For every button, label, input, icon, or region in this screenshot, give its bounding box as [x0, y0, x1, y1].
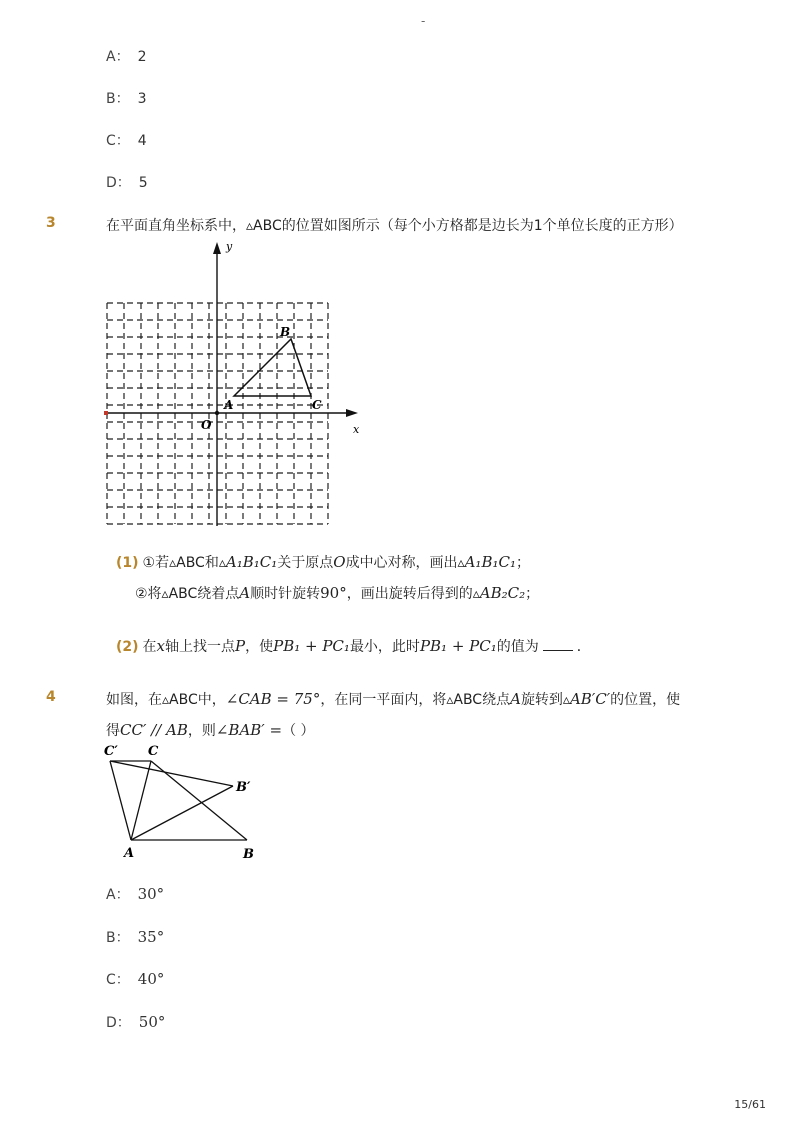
answer-blank[interactable] — [543, 638, 573, 651]
y-axis-label: y — [226, 240, 233, 253]
rotation-figure — [100, 742, 270, 864]
red-marker — [104, 411, 108, 415]
text: ，则 — [187, 723, 216, 739]
text: ②将▵ABC绕着点 — [135, 586, 240, 602]
text: 最小，此时 — [349, 639, 420, 655]
question-3-part-2 — [116, 636, 591, 656]
text: 旋转到▵ — [520, 692, 570, 708]
origin-label: O — [201, 418, 212, 432]
question-4-line-1 — [106, 689, 766, 709]
option-value: 5 — [138, 175, 148, 191]
question-3-part-1-line-1 — [116, 552, 530, 572]
text: ； — [515, 555, 530, 571]
math-pb1-pc1: PB₁ + PC₁ — [419, 637, 497, 655]
page-number: 15/61 — [734, 1098, 766, 1111]
math-o: O — [333, 553, 346, 571]
point-c-label: C — [148, 744, 159, 759]
text: ； — [525, 586, 540, 602]
text: 如图，在▵ABC中， — [106, 692, 226, 708]
text: ． — [576, 639, 591, 655]
point-a-label: A — [224, 398, 234, 412]
math-pb1-pc1: PB₁ + PC₁ — [273, 637, 350, 655]
point-c-label: C — [312, 398, 322, 412]
math-ab2c2: AB₂C₂ — [479, 584, 526, 602]
question-number-4: 4 — [46, 689, 56, 705]
top-mark: - — [421, 14, 426, 28]
x-axis-label: x — [353, 423, 360, 436]
math-a: A — [239, 584, 251, 602]
q4-option-d[interactable] — [106, 1012, 165, 1032]
option-value: 35° — [137, 928, 165, 946]
part-label: (2) — [116, 639, 139, 655]
math-ab-prime-c-prime: AB′C′ — [569, 690, 611, 708]
option-label: C： — [106, 133, 130, 149]
text: ①若▵ABC和▵ — [142, 555, 226, 571]
text: 轴上找一点 — [165, 639, 236, 655]
math-angle-bab: ∠BAB′ = — [215, 721, 283, 739]
math-x: x — [156, 637, 166, 655]
option-label: B： — [106, 930, 130, 946]
y-axis-arrow-icon — [213, 242, 221, 254]
coordinate-grid-figure — [100, 238, 365, 530]
point-a-label: A — [124, 846, 135, 861]
math-p: P — [235, 637, 246, 655]
math-a1b1c1: A₁B₁C₁ — [464, 553, 516, 571]
q2-option-b[interactable] — [106, 88, 147, 108]
question-number-3: 3 — [46, 215, 56, 231]
text: ，在同一平面内，将▵ABC绕点 — [320, 692, 511, 708]
text: 成中心对称，画出▵ — [345, 555, 465, 571]
option-value: 3 — [137, 91, 147, 107]
math-a1b1c1: A₁B₁C₁ — [225, 553, 278, 571]
text: 顺时针旋转 — [250, 586, 321, 602]
math-angle-cab: ∠CAB = 75° — [225, 690, 321, 708]
option-label: D： — [106, 1015, 131, 1031]
point-c-prime-label: C′ — [104, 744, 118, 759]
point-b-prime-label: B′ — [236, 780, 251, 795]
x-axis-arrow-icon — [346, 409, 358, 417]
text: ，画出旋转后得到的▵ — [346, 586, 480, 602]
option-value: 50° — [138, 1013, 166, 1031]
text: 得 — [106, 723, 120, 739]
question-4-line-2 — [106, 720, 766, 740]
text: 在 — [142, 639, 157, 655]
point-b-label: B — [280, 325, 291, 339]
option-label: A： — [106, 887, 130, 903]
option-label: A： — [106, 49, 130, 65]
option-label: B： — [106, 91, 130, 107]
figure-lines — [110, 761, 247, 840]
text: ，使 — [245, 639, 274, 655]
option-label: C： — [106, 972, 130, 988]
text: （ ） — [282, 723, 315, 739]
text: 的值为 — [496, 639, 539, 655]
origin-point — [215, 411, 219, 415]
question-3-part-1-line-2 — [135, 583, 539, 603]
text: 关于原点 — [277, 555, 334, 571]
q2-option-a[interactable] — [106, 46, 147, 66]
math-a: A — [510, 690, 521, 708]
option-value: 2 — [137, 49, 147, 65]
q4-option-a[interactable] — [106, 884, 164, 904]
option-value: 4 — [137, 133, 147, 149]
question-3-text: 在平面直角坐标系中，▵ABC的位置如图所示（每个小方格都是边长为1个单位长度的正方形） — [106, 218, 683, 234]
part-label: (1) — [116, 555, 139, 571]
text: 的位置，使 — [610, 692, 681, 708]
q2-option-c[interactable] — [106, 130, 147, 150]
option-value: 30° — [137, 885, 165, 903]
option-label: D： — [106, 175, 131, 191]
q4-option-c[interactable] — [106, 969, 164, 989]
option-value: 40° — [137, 970, 165, 988]
math-parallel: CC′ // AB — [120, 721, 188, 739]
q2-option-d[interactable] — [106, 172, 148, 192]
point-b-label: B — [243, 847, 254, 862]
q4-option-b[interactable] — [106, 927, 164, 947]
math-90: 90° — [320, 584, 347, 602]
